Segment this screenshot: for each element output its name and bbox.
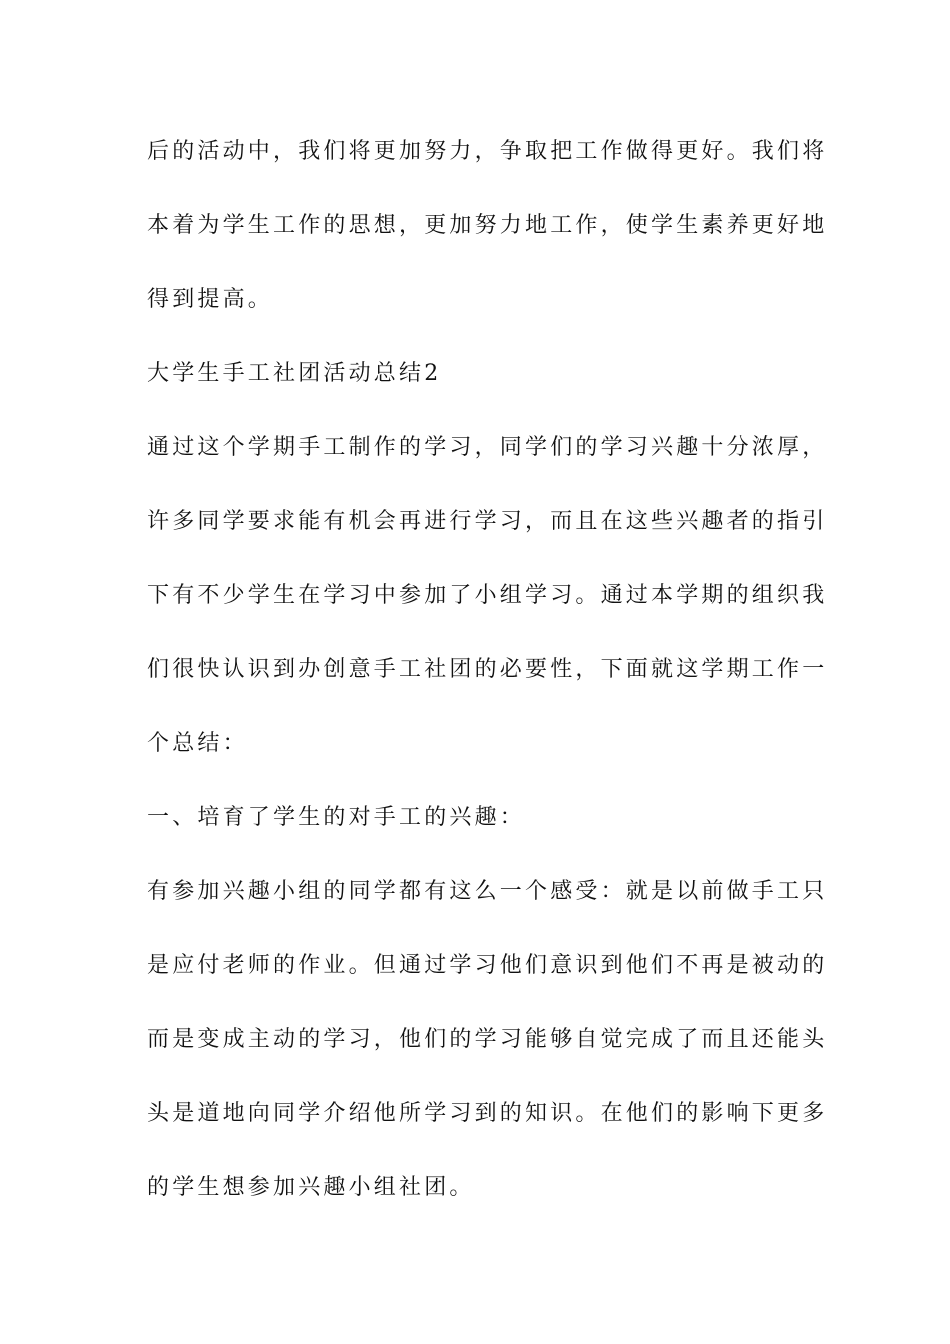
section-heading: 大学生手工社团活动总结2 [147,361,442,386]
paragraph-line: 们很快认识到办创意手工社团的必要性，下面就这学期工作一 [147,657,828,682]
subsection-heading: 一、培育了学生的对手工的兴趣： [147,805,526,830]
paragraph-line: 许多同学要求能有机会再进行学习，而且在这些兴趣者的指引 [147,509,828,534]
paragraph-line: 有参加兴趣小组的同学都有这么一个感受：就是以前做手工只 [147,879,828,904]
paragraph-line: 下有不少学生在学习中参加了小组学习。通过本学期的组织我 [147,583,828,608]
paragraph-line: 通过这个学期手工制作的学习，同学们的学习兴趣十分浓厚， [147,435,828,460]
paragraph-line: 本着为学生工作的思想，更加努力地工作，使学生素养更好地 [147,213,828,238]
paragraph-line: 头是道地向同学介绍他所学习到的知识。在他们的影响下更多 [147,1101,828,1126]
paragraph-line: 的学生想参加兴趣小组社团。 [147,1175,475,1200]
paragraph-line: 后的活动中，我们将更加努力，争取把工作做得更好。我们将 [147,139,828,164]
paragraph-line: 而是变成主动的学习，他们的学习能够自觉完成了而且还能头 [147,1027,828,1052]
paragraph-line: 得到提高。 [147,287,274,312]
paragraph-line: 是应付老师的作业。但通过学习他们意识到他们不再是被动的 [147,953,828,978]
paragraph-line: 个总结： [147,731,248,756]
